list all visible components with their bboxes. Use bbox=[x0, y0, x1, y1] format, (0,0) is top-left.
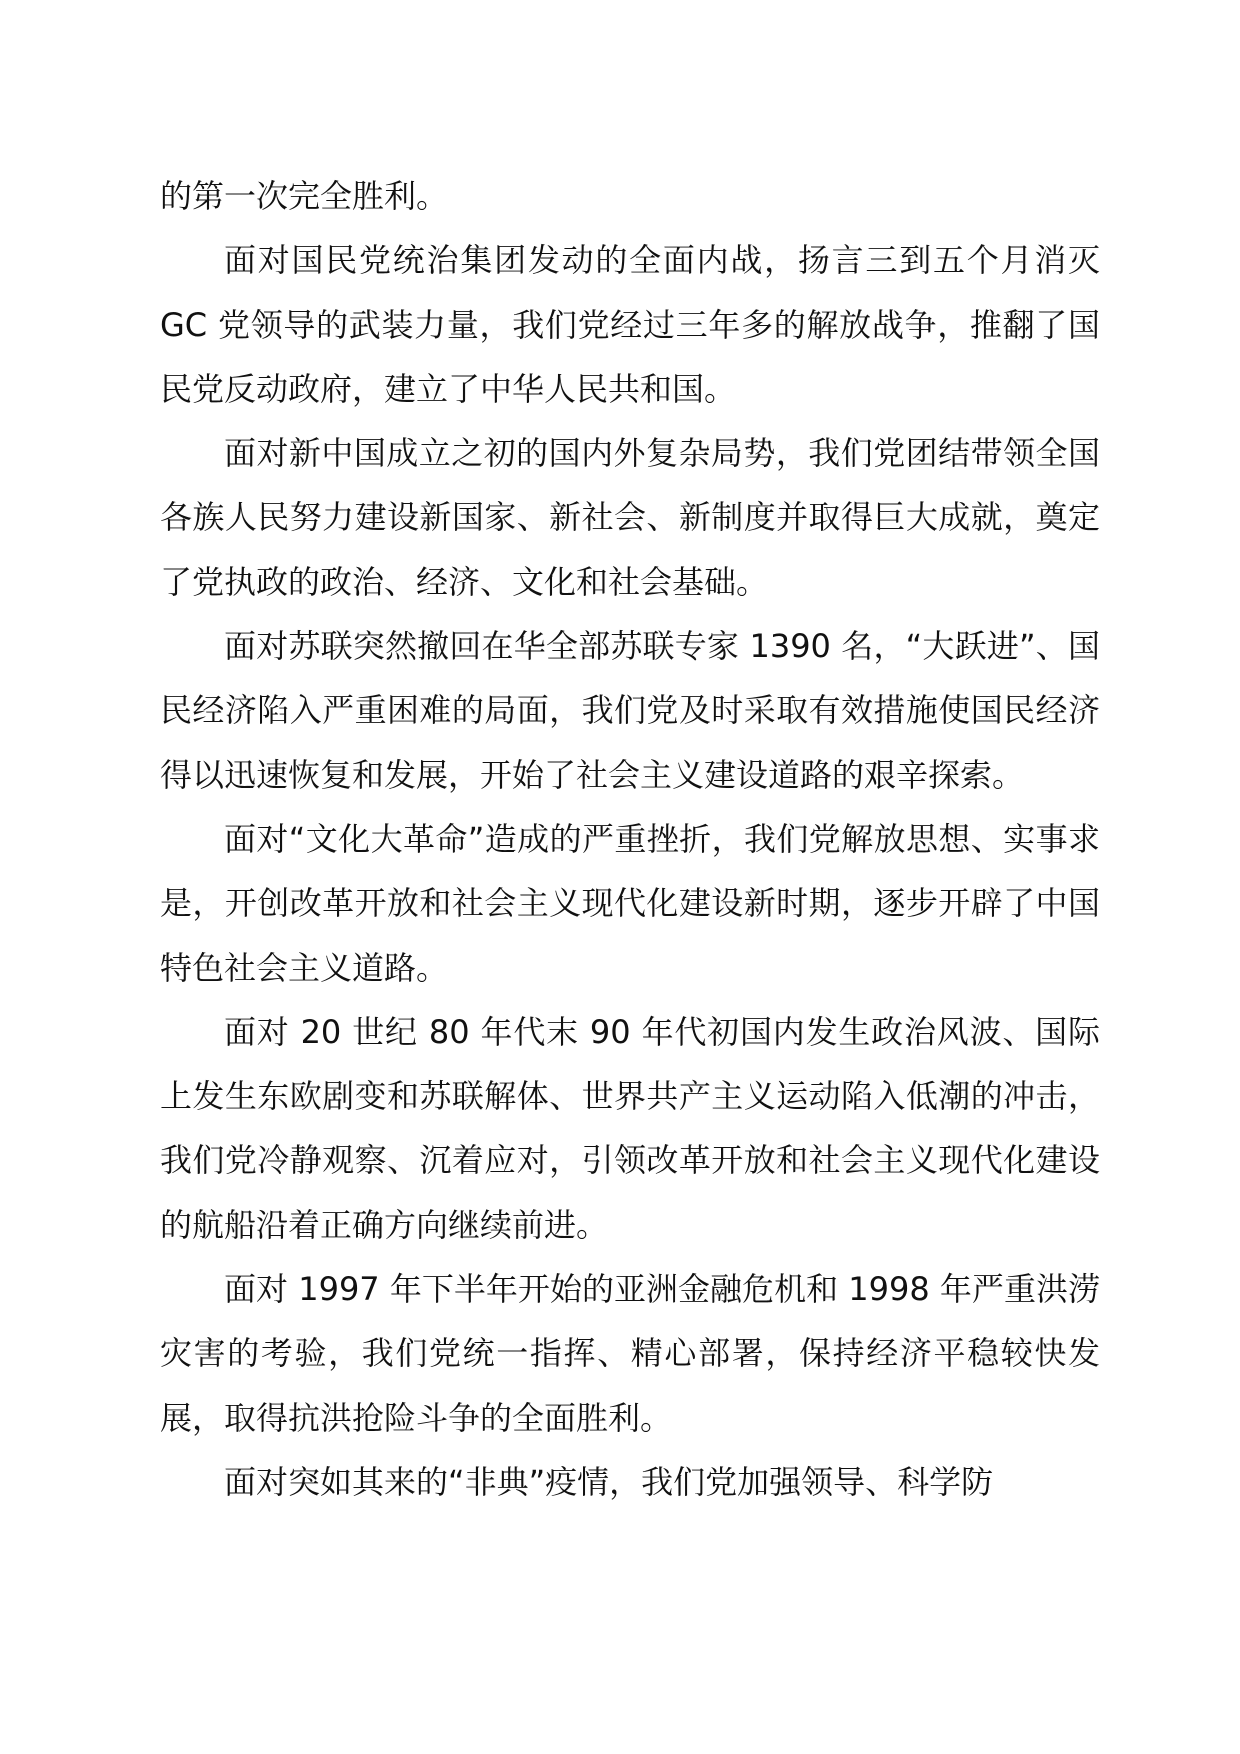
paragraph: 面对苏联突然撤回在华全部苏联专家 1390 名，“大跃进”、国民经济陷入严重困难的局面，我们党及时采取有效措施使国民经济得以迅速恢复和发展，开始了社会主义建设道路的艰辛探索。 bbox=[160, 627, 1100, 794]
paragraph: 面对 20 世纪 80 年代末 90 年代初国内发生政治风波、国际上发生东欧剧变和苏联解体、世界共产主义运动陷入低潮的冲击，我们党冷静观察、沉着应对，引领改革开放和社会主义现代化建设的航船沿着正确方向继续前进。 bbox=[160, 1012, 1100, 1244]
paragraph: 面对“文化大革命”造成的严重挫折，我们党解放思想、实事求是，开创改革开放和社会主义现代化建设新时期，逐步开辟了中国特色社会主义道路。 bbox=[160, 819, 1100, 987]
paragraph: 面对新中国成立之初的国内外复杂局势，我们党团结带领全国各族人民努力建设新国家、新社会、新制度并取得巨大成就，奠定了党执政的政治、经济、文化和社会基础。 bbox=[160, 434, 1100, 601]
paragraph-continuation: 的第一次完全胜利。 bbox=[160, 177, 449, 215]
document-body bbox=[160, 164, 1100, 1514]
paragraph: 面对国民党统治集团发动的全面内战，扬言三到五个月消灭 GC 党领导的武装力量，我们党经过三年多的解放战争，推翻了国民党反动政府，建立了中华人民共和国。 bbox=[160, 241, 1100, 408]
paragraph: 面对突如其来的“非典”疫情，我们党加强领导、科学防 bbox=[224, 1462, 994, 1501]
paragraph: 面对 1997 年下半年开始的亚洲金融危机和 1998 年严重洪涝灾害的考验，我们党统一指挥、精心部署，保持经济平稳较快发展，取得抗洪抢险斗争的全面胜利。 bbox=[160, 1270, 1100, 1437]
